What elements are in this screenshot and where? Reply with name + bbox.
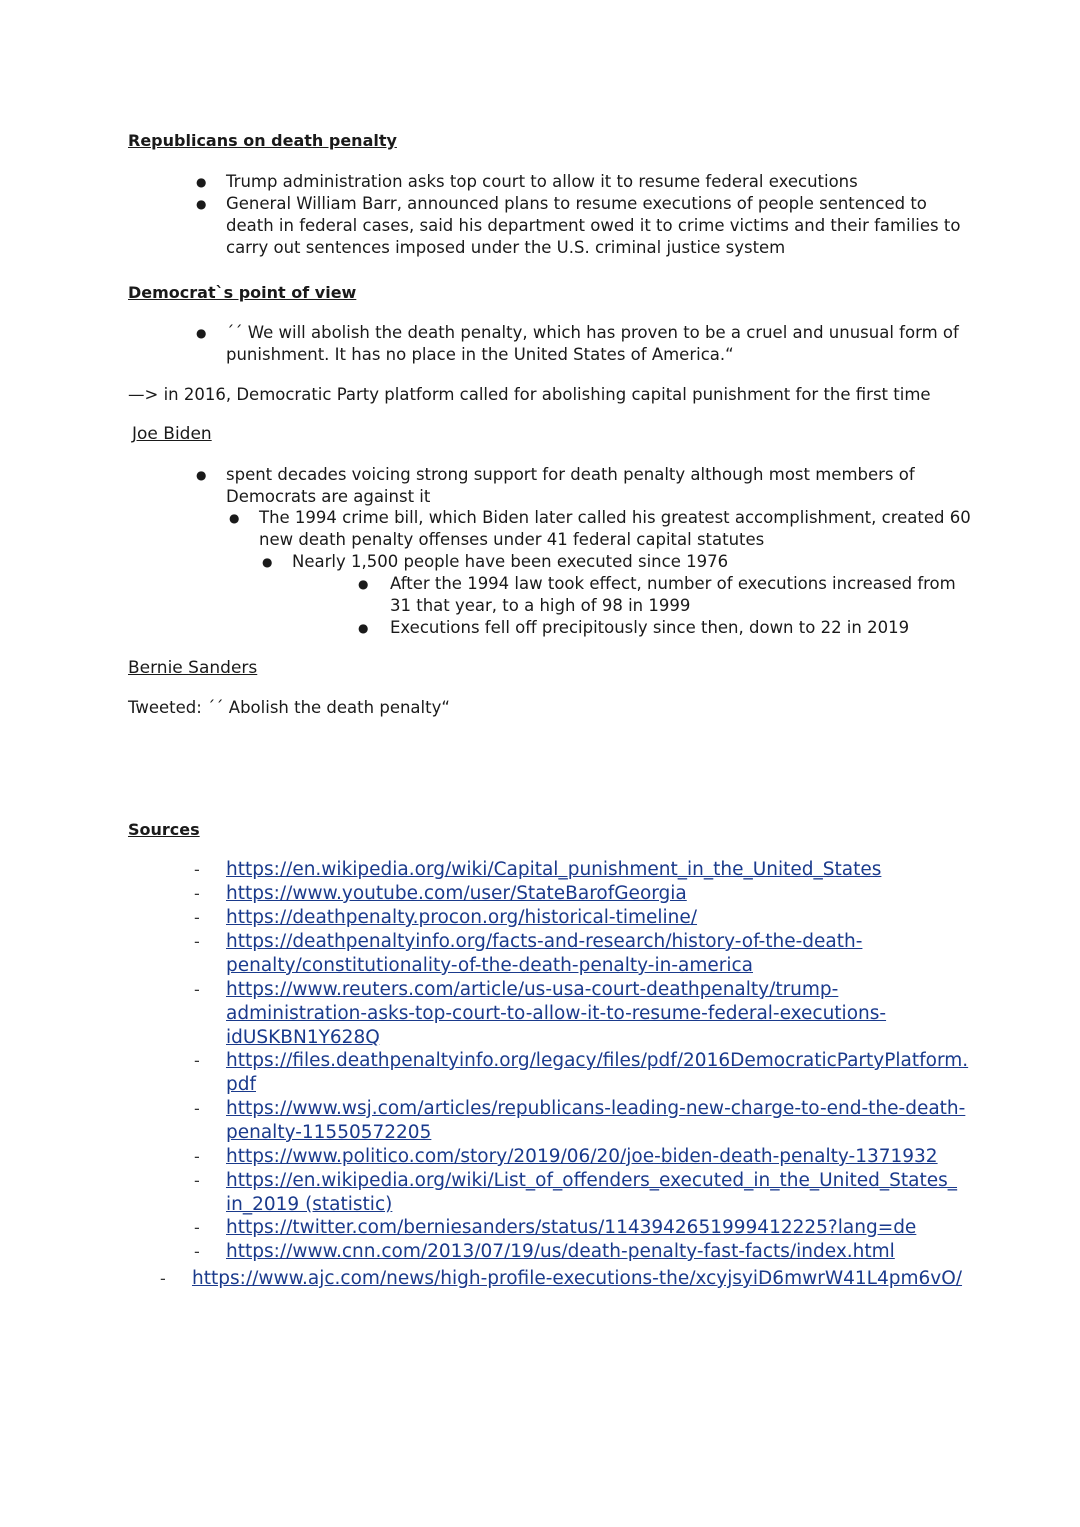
bullet-icon: ● <box>358 577 369 591</box>
bullet-icon: ● <box>196 326 207 340</box>
republicans-heading: Republicans on death penalty <box>128 131 397 150</box>
bullet-icon: ● <box>196 468 207 482</box>
source-link[interactable]: https://www.wsj.com/articles/republicans-leading-new-charge-to-end-the-death- <box>226 1098 966 1119</box>
source-link[interactable]: https://www.youtube.com/user/StateBarofGeorgia <box>226 883 687 904</box>
bullet-icon: ● <box>196 175 207 189</box>
source-link[interactable]: https://files.deathpenaltyinfo.org/legacy/files/pdf/2016DemocraticPartyPlatform. <box>226 1050 969 1071</box>
biden-bullet-4-line-1: After the 1994 law took effect, number of executions increased from <box>390 574 956 593</box>
biden-bullet-3: Nearly 1,500 people have been executed since 1976 <box>292 552 729 571</box>
source-link[interactable]: https://www.reuters.com/article/us-usa-court-deathpenalty/trump- <box>226 979 839 1000</box>
dash-icon: - <box>194 932 200 951</box>
source-link-continued[interactable]: penalty/constitutionality-of-the-death-penalty-in-america <box>226 955 753 976</box>
bullet-icon: ● <box>358 621 369 635</box>
republicans-bullet-1: Trump administration asks top court to allow it to resume federal executions <box>226 172 858 191</box>
biden-bullet-4-line-2: 31 that year, to a high of 98 in 1999 <box>390 596 691 615</box>
biden-bullet-1-line-1: spent decades voicing strong support for death penalty although most members of <box>226 465 915 484</box>
source-link[interactable]: https://en.wikipedia.org/wiki/Capital_punishment_in_the_United_States <box>226 859 882 880</box>
bullet-icon: ● <box>229 511 240 525</box>
democrats-platform-note: —> in 2016, Democratic Party platform called for abolishing capital punishment for the first time <box>128 385 931 404</box>
dash-icon: - <box>194 884 200 903</box>
republicans-bullet-2-line-2: death in federal cases, said his department owed it to crime victims and their families to <box>226 216 961 235</box>
source-link-continued[interactable]: penalty-11550572205 <box>226 1122 432 1143</box>
dash-icon: - <box>194 1242 200 1261</box>
source-link[interactable]: https://twitter.com/berniesanders/status/1143942651999412225?lang=de <box>226 1217 917 1238</box>
bullet-icon: ● <box>196 197 207 211</box>
biden-bullet-2-line-2: new death penalty offenses under 41 federal capital statutes <box>259 530 765 549</box>
source-link-continued[interactable]: in_2019 (statistic) <box>226 1194 393 1215</box>
dash-icon: - <box>194 980 200 999</box>
source-link[interactable]: https://deathpenaltyinfo.org/facts-and-research/history-of-the-death- <box>226 931 863 952</box>
source-link[interactable]: https://www.cnn.com/2013/07/19/us/death-penalty-fast-facts/index.html <box>226 1241 895 1262</box>
dash-icon: - <box>194 908 200 927</box>
dash-icon: - <box>160 1269 166 1288</box>
biden-bullet-2-line-1: The 1994 crime bill, which Biden later called his greatest accomplishment, created 60 <box>259 508 971 527</box>
source-link[interactable]: https://en.wikipedia.org/wiki/List_of_offenders_executed_in_the_United_States_ <box>226 1170 958 1191</box>
sanders-tweet: Tweeted: ´´ Abolish the death penalty“ <box>128 698 450 717</box>
dash-icon: - <box>194 1171 200 1190</box>
dash-icon: - <box>194 1051 200 1070</box>
democrats-quote-line-1: ´´ We will abolish the death penalty, which has proven to be a cruel and unusual form of <box>226 323 959 342</box>
source-link[interactable]: https://www.ajc.com/news/high-profile-executions-the/xcyjsyiD6mwrW41L4pm6vO/ <box>192 1268 963 1289</box>
republicans-bullet-2-line-3: carry out sentences imposed under the U.S. criminal justice system <box>226 238 786 257</box>
dash-icon: - <box>194 860 200 879</box>
biden-bullet-1-line-2: Democrats are against it <box>226 487 431 506</box>
republicans-bullet-2-line-1: General William Barr, announced plans to resume executions of people sentenced to <box>226 194 927 213</box>
bullet-icon: ● <box>262 555 273 569</box>
source-link[interactable]: https://deathpenalty.procon.org/historical-timeline/ <box>226 907 698 928</box>
source-link[interactable]: https://www.politico.com/story/2019/06/20/joe-biden-death-penalty-1371932 <box>226 1146 938 1167</box>
sources-heading: Sources <box>128 820 200 839</box>
dash-icon: - <box>194 1218 200 1237</box>
source-link-continued[interactable]: pdf <box>226 1074 256 1095</box>
biden-bullet-5: Executions fell off precipitously since then, down to 22 in 2019 <box>390 618 910 637</box>
dash-icon: - <box>194 1147 200 1166</box>
source-link-continued[interactable]: idUSKBN1Y628Q <box>226 1027 380 1048</box>
sanders-heading: Bernie Sanders <box>128 658 258 678</box>
dash-icon: - <box>194 1099 200 1118</box>
biden-heading: Joe Biden <box>132 424 212 444</box>
democrats-heading: Democrat`s point of view <box>128 283 357 302</box>
source-link-continued[interactable]: administration-asks-top-court-to-allow-it-to-resume-federal-executions- <box>226 1003 887 1024</box>
democrats-quote-line-2: punishment. It has no place in the United States of America.“ <box>226 345 734 364</box>
